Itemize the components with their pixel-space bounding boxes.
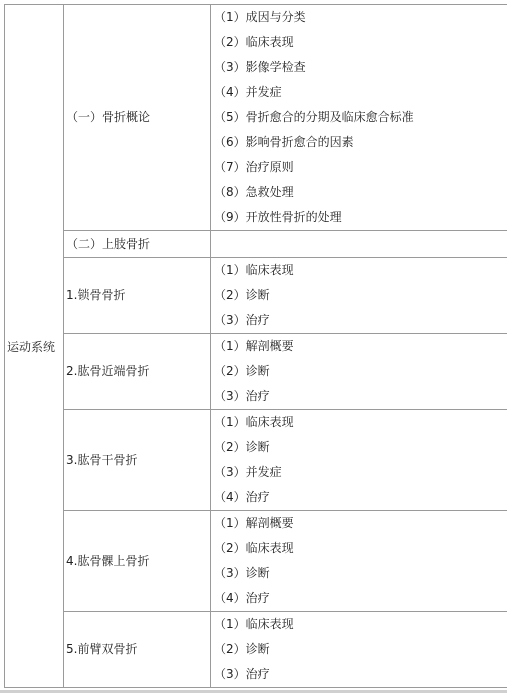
- section-title: 3.肱骨干骨折: [66, 452, 138, 467]
- section-title: 5.前臂双骨折: [66, 642, 138, 656]
- system-cell: [5, 5, 64, 688]
- list-item: （1）临床表现: [214, 617, 294, 631]
- list-item: （3）治疗: [214, 313, 270, 327]
- items-cell: [211, 231, 507, 258]
- list-item: （3）诊断: [214, 566, 270, 580]
- list-item: （3）治疗: [214, 389, 270, 403]
- list-item: （7）治疗原则: [214, 160, 294, 174]
- list-item: （1）解剖概要: [214, 516, 294, 530]
- syllabus-table: [4, 4, 507, 688]
- list-item: （1）临床表现: [214, 263, 294, 277]
- list-item: （2）临床表现: [214, 35, 294, 49]
- list-item: （1）临床表现: [214, 415, 294, 429]
- list-item: （2）诊断: [214, 440, 270, 454]
- list-item: （4）治疗: [214, 591, 270, 605]
- list-item: （2）诊断: [214, 288, 270, 302]
- section-title: （二）上肢骨折: [66, 236, 151, 251]
- section-title-cell: [64, 258, 211, 334]
- section-title-cell: [64, 612, 211, 688]
- list-item: （1）成因与分类: [214, 10, 306, 24]
- list-item: （2）临床表现: [214, 541, 294, 555]
- items-cell: [211, 612, 507, 688]
- items-cell: [211, 5, 507, 231]
- list-item: （4）治疗: [214, 490, 270, 504]
- section-title-cell: [64, 410, 211, 511]
- table-row: [5, 511, 507, 612]
- table-row: [5, 258, 507, 334]
- list-item: （3）影像学检查: [214, 60, 306, 74]
- table-row: [5, 231, 507, 258]
- table-row: [5, 5, 507, 231]
- list-item: （1）解剖概要: [214, 339, 294, 353]
- items-cell: [211, 258, 507, 334]
- list-item: （2）诊断: [214, 364, 270, 378]
- items-cell: [211, 410, 507, 511]
- list-item: （3）治疗: [214, 667, 270, 681]
- list-item: （3）并发症: [214, 465, 282, 479]
- table-row: [5, 410, 507, 511]
- section-title: 2.肱骨近端骨折: [66, 364, 150, 378]
- list-item: （2）诊断: [214, 642, 270, 656]
- list-item: （4）并发症: [214, 85, 282, 99]
- section-title: 1.锁骨骨折: [66, 288, 126, 302]
- section-title-cell: [64, 5, 211, 231]
- table-row: [5, 612, 507, 688]
- list-item: （8）急救处理: [214, 185, 294, 199]
- section-title-cell: [64, 511, 211, 612]
- list-item: （6）影响骨折愈合的因素: [214, 135, 354, 149]
- items-cell: [211, 334, 507, 410]
- list-item: （9）开放性骨折的处理: [214, 210, 342, 224]
- section-title: （一）骨折概论: [66, 110, 151, 124]
- section-title: 4.肱骨髁上骨折: [66, 553, 150, 568]
- table-row: [5, 334, 507, 410]
- section-title-cell: [64, 334, 211, 410]
- section-title-cell: [64, 231, 211, 258]
- list-item: （5）骨折愈合的分期及临床愈合标准: [214, 110, 414, 124]
- items-cell: [211, 511, 507, 612]
- system-label: 运动系统: [7, 339, 56, 354]
